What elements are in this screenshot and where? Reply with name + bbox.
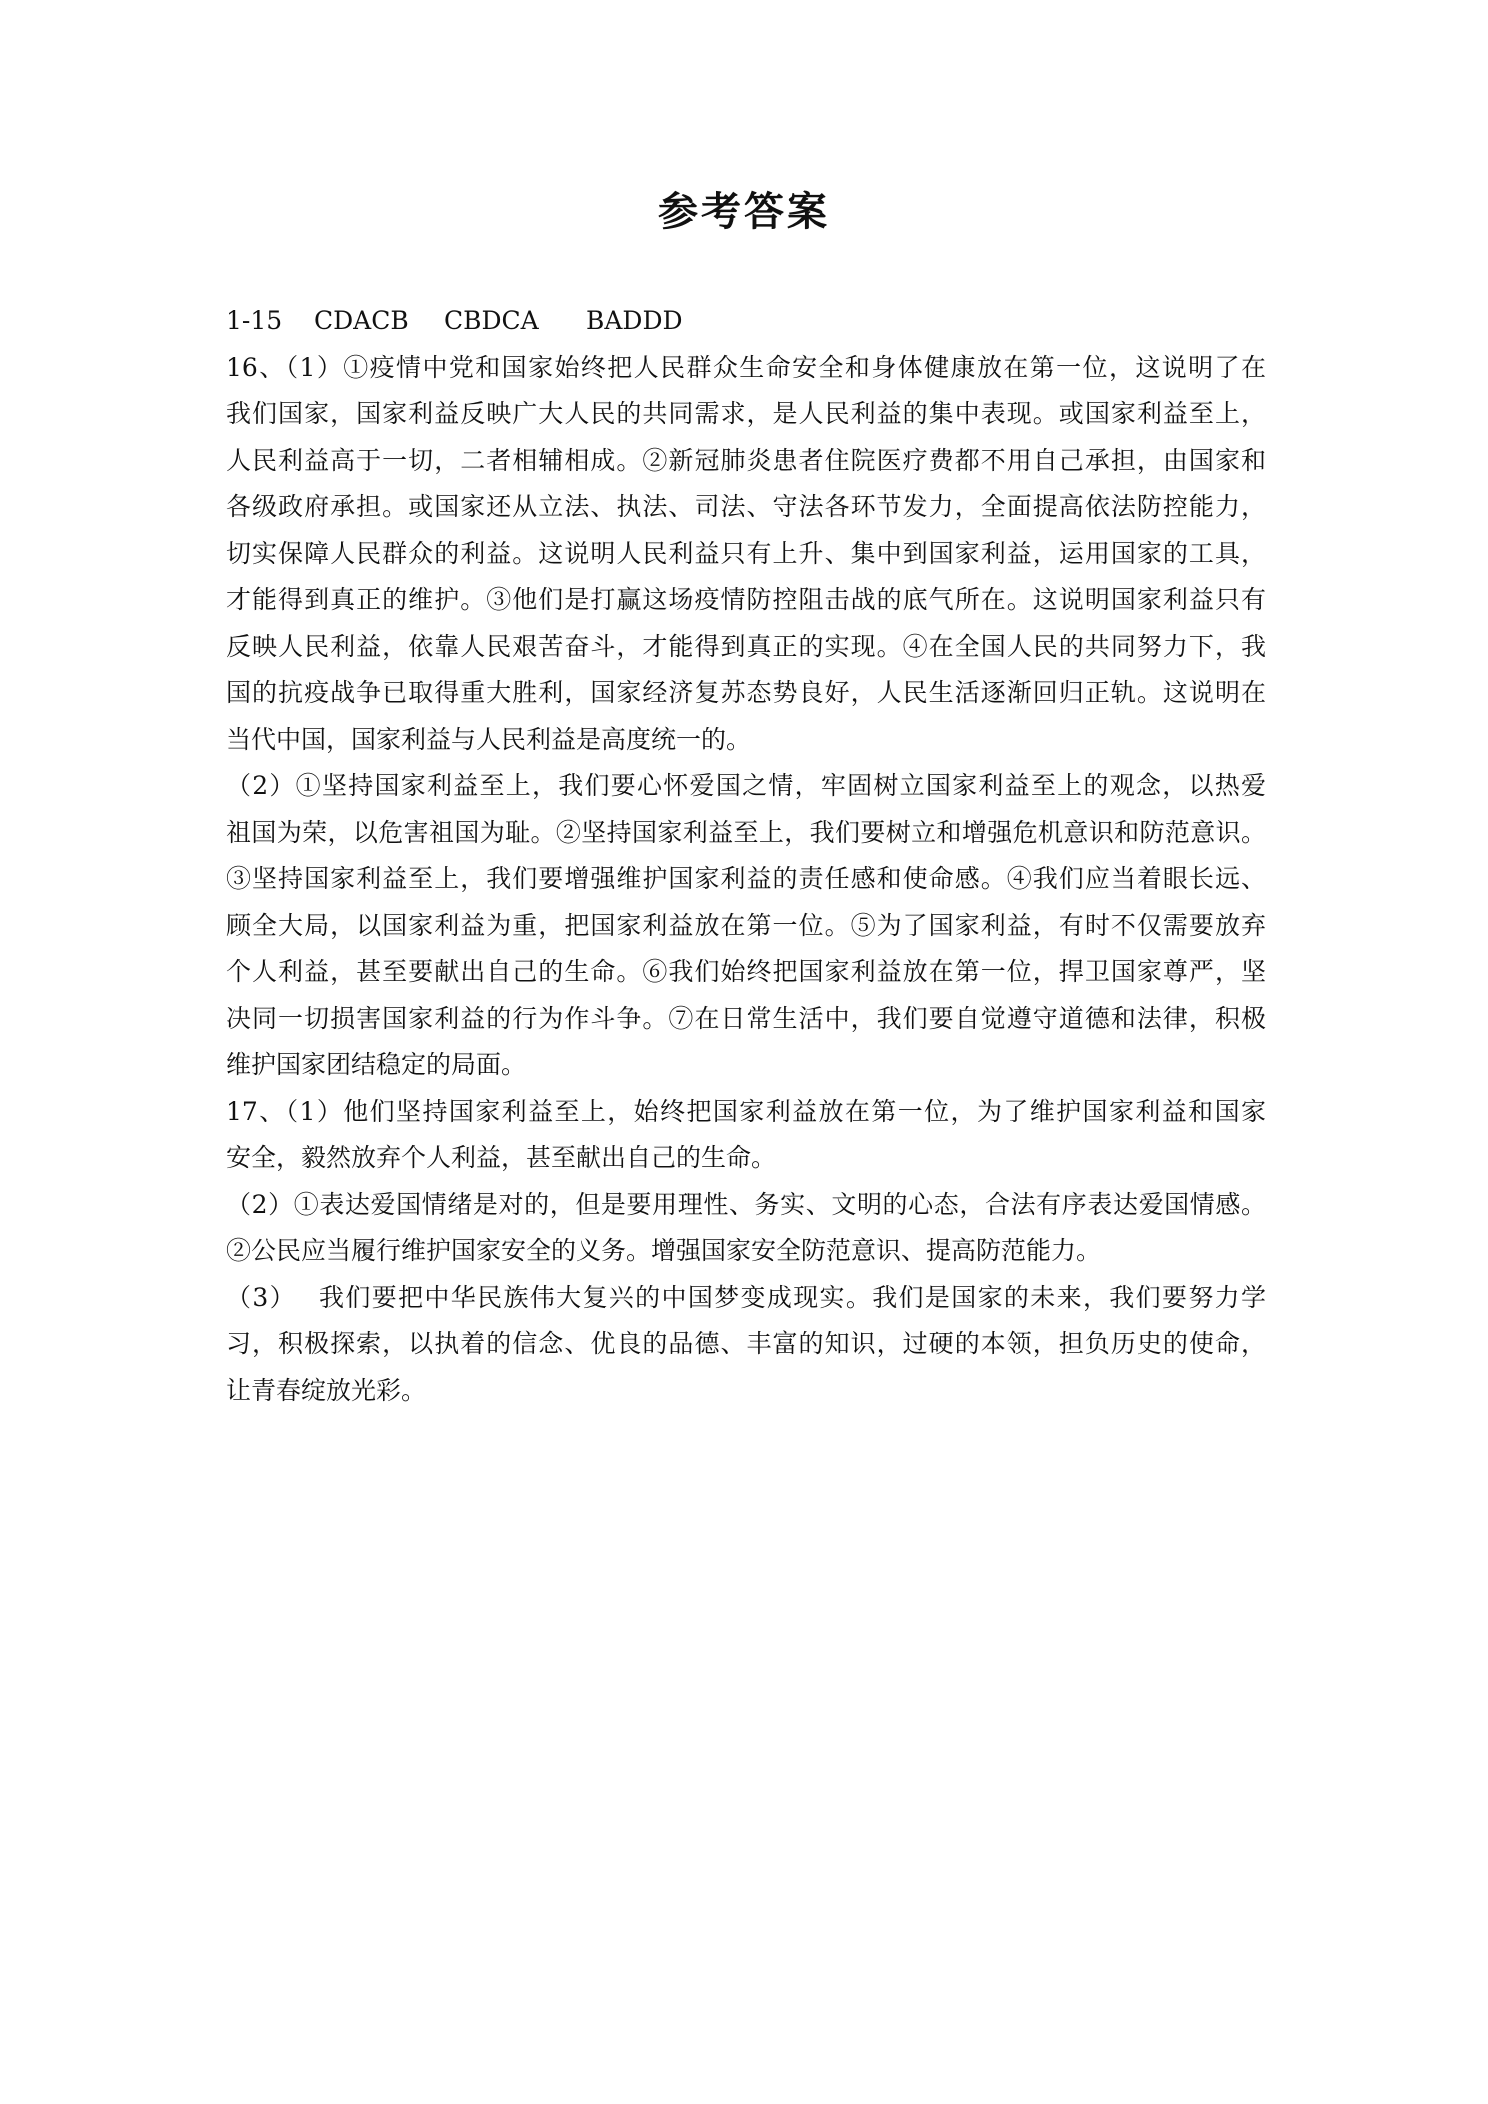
answer-line: 我们国家，国家利益反映广大人民的共同需求，是人民利益的集中表现。或国家利益至上， — [226, 399, 1266, 428]
multiple-choice-answers — [226, 298, 1266, 345]
answer-line: （2）①坚持国家利益至上，我们要心怀爱国之情，牢固树立国家利益至上的观念，以热爱 — [226, 771, 1266, 800]
mc-answers-group-3: BADDD — [586, 306, 683, 335]
answer-line: （2）①表达爱国情绪是对的，但是要用理性、务实、文明的心态，合法有序表达爱国情感。 — [226, 1189, 1266, 1219]
answer-line: 让青春绽放光彩。 — [226, 1375, 427, 1405]
answer-content — [226, 298, 1266, 1414]
answer-line: 16、（1）①疫情中党和国家始终把人民群众生命安全和身体健康放在第一位，这说明了在 — [226, 352, 1266, 382]
answer-line: 才能得到真正的维护。③他们是打赢这场疫情防控阻击战的底气所在。这说明国家利益只有 — [226, 585, 1266, 614]
answer-line: 习，积极探索，以执着的信念、优良的品德、丰富的知识，过硬的本领，担负历史的使命， — [226, 1329, 1266, 1358]
mc-answers-group-2: CBDCA — [444, 306, 539, 335]
answer-line: 各级政府承担。或国家还从立法、执法、司法、守法各环节发力，全面提高依法防控能力， — [226, 492, 1266, 521]
answer-line: 祖国为荣，以危害祖国为耻。②坚持国家利益至上，我们要树立和增强危机意识和防范意识。 — [226, 817, 1266, 847]
answer-line: 个人利益，甚至要献出自己的生命。⑥我们始终把国家利益放在第一位，捍卫国家尊严，坚 — [226, 957, 1266, 986]
answer-line: ②公民应当履行维护国家安全的义务。增强国家安全防范意识、提高防范能力。 — [226, 1236, 1102, 1265]
answer-line: 17、（1）他们坚持国家利益至上，始终把国家利益放在第一位，为了维护国家利益和国家 — [226, 1096, 1266, 1126]
answer-line: 国的抗疫战争已取得重大胜利，国家经济复苏态势良好，人民生活逐渐回归正轨。这说明在 — [226, 678, 1266, 707]
answer-line: 安全，毅然放弃个人利益，甚至献出自己的生命。 — [226, 1143, 777, 1172]
answer-line: （3） 我们要把中华民族伟大复兴的中国梦变成现实。我们是国家的未来，我们要努力学 — [226, 1282, 1266, 1312]
page-title: 参考答案 — [658, 189, 830, 235]
answer-line: ③坚持国家利益至上，我们要增强维护国家利益的责任感和使命感。④我们应当着眼长远、 — [226, 864, 1266, 893]
mc-answers-group-1: CDACB — [314, 306, 409, 335]
answer-line: 顾全大局，以国家利益为重，把国家利益放在第一位。⑤为了国家利益，有时不仅需要放弃 — [226, 910, 1266, 940]
mc-question-range: 1-15 — [226, 306, 283, 335]
answer-line: 维护国家团结稳定的局面。 — [226, 1050, 527, 1079]
answer-line: 切实保障人民群众的利益。这说明人民利益只有上升、集中到国家利益，运用国家的工具， — [226, 538, 1266, 568]
answer-line: 人民利益高于一切，二者相辅相成。②新冠肺炎患者住院医疗费都不用自己承担，由国家和 — [226, 445, 1266, 475]
answer-line: 反映人民利益，依靠人民艰苦奋斗，才能得到真正的实现。④在全国人民的共同努力下，我 — [226, 631, 1266, 661]
answer-line: 当代中国，国家利益与人民利益是高度统一的。 — [226, 724, 752, 754]
answer-line: 决同一切损害国家利益的行为作斗争。⑦在日常生活中，我们要自觉遵守道德和法律，积极 — [226, 1003, 1266, 1033]
